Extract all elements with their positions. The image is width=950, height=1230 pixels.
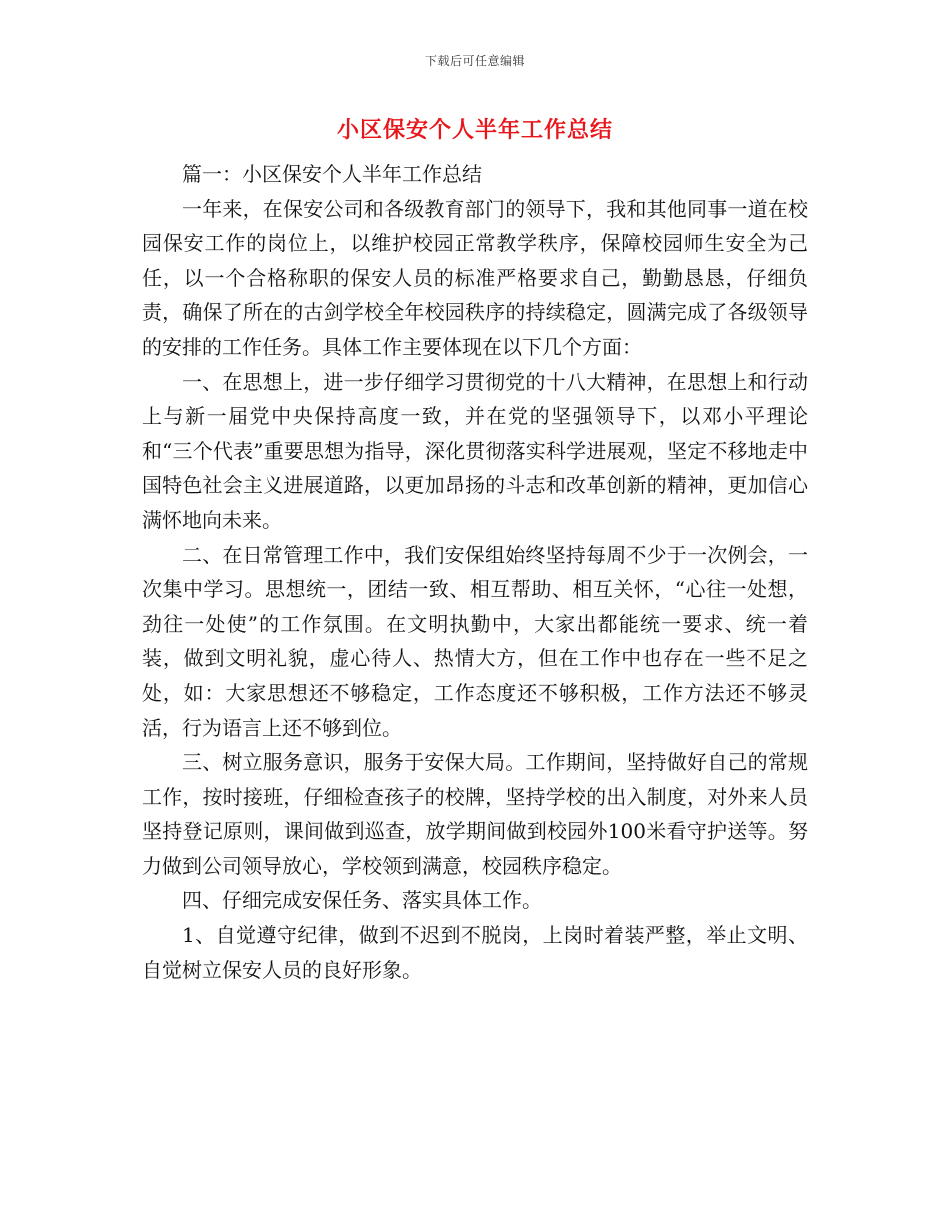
document-body <box>142 157 808 987</box>
document-title: 小区保安个人半年工作总结 <box>336 118 613 143</box>
header-note: 下载后可任意编辑 <box>424 54 525 68</box>
paragraph-point-3: 三、树立服务意识，服务于安保大局。工作期间，坚持做好自己的常规工作，按时接班，仔细检查孩子的校牌，坚持学校的出入制度，对外来人员坚持登记原则，课间做到巡查，放学期间做到校园外100米看守护送等。努力做到公司领导放心，学校领到满意，校园秩序稳定。 <box>142 750 808 878</box>
paragraph-point-2: 二、在日常管理工作中，我们安保组始终坚持每周不少于一次例会，一次集中学习。思想统一，团结一致、相互帮助、相互关怀，“心往一处想，劲往一处使”的工作氛围。在文明执勤中，大家出都能统一要求、统一着装，做到文明礼貌，虚心待人、热情大方，但在工作中也存在一些不足之处，如：大家思想还不够稳定，工作态度还不够积极，工作方法还不够灵活，行为语言上还不够到位。 <box>142 542 808 740</box>
paragraph-point-1: 一、在思想上，进一步仔细学习贯彻党的十八大精神，在思想上和行动上与新一届党中央保持高度一致，并在党的坚强领导下，以邓小平理论和“三个代表”重要思想为指导，深化贯彻落实科学进展观，坚定不移地走中国特色社会主义进展道路，以更加昂扬的斗志和改革创新的精神，更加信心满怀地向未来。 <box>142 369 808 532</box>
paragraph-section-heading: 篇一：小区保安个人半年工作总结 <box>182 162 482 186</box>
paragraph-item-1: 1、自觉遵守纪律，做到不迟到不脱岗，上岗时着装严整，举止文明、自觉树立保安人员的良好形象。 <box>142 923 808 982</box>
paragraph-intro: 一年来，在保安公司和各级教育部门的领导下，我和其他同事一道在校园保安工作的岗位上，以维护校园正常教学秩序，保障校园师生安全为己任，以一个合格称职的保安人员的标准严格要求自己，勤勤恳恳，仔细负责，确保了所在的古剑学校全年校园秩序的持续稳定，圆满完成了各级领导的安排的工作任务。具体工作主要体现在以下几个方面： <box>142 196 808 359</box>
paragraph-point-4: 四、仔细完成安保任务、落实具体工作。 <box>182 888 542 913</box>
